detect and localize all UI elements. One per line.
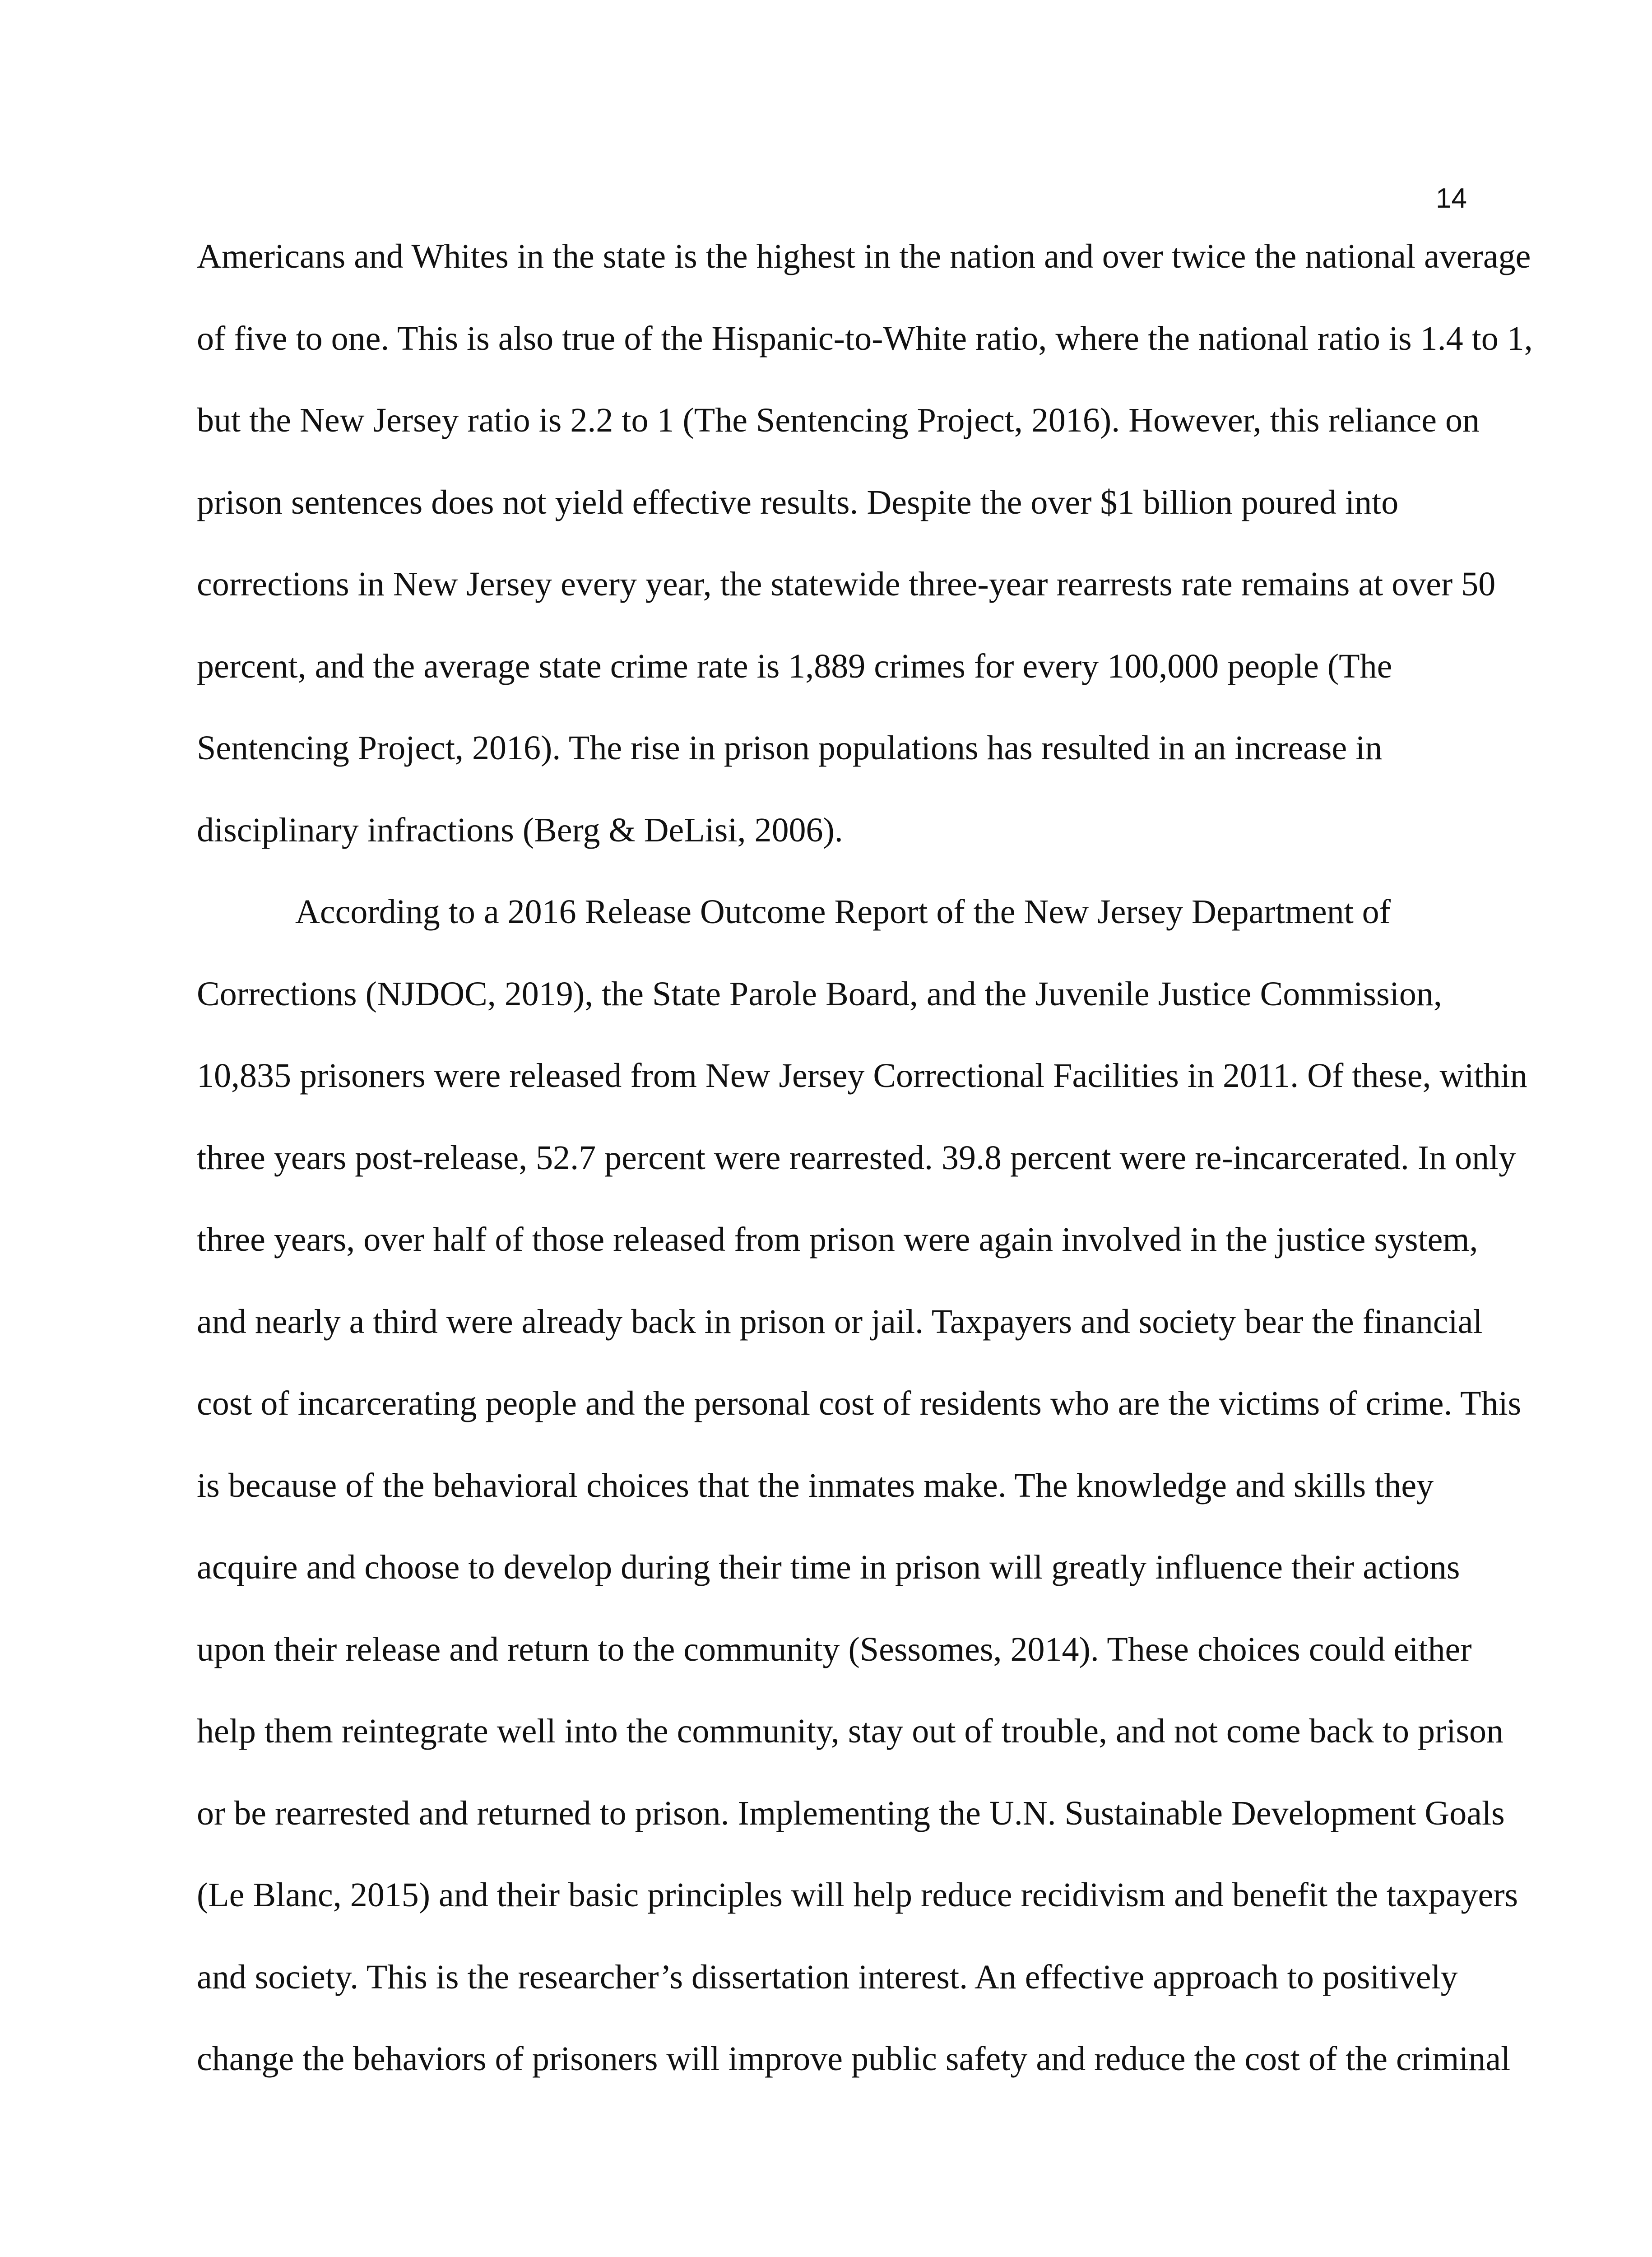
- text-line: percent, and the average state crime rate is 1,889 crimes for every 100,000 people (The: [197, 647, 1392, 685]
- text-line: acquire and choose to develop during their time in prison will greatly influence their actions: [197, 1548, 1460, 1586]
- text-line: of five to one. This is also true of the Hispanic-to-White ratio, where the national ratio is 1.4 to 1,: [197, 319, 1533, 358]
- text-line: and nearly a third were already back in prison or jail. Taxpayers and society bear the financial: [197, 1302, 1483, 1341]
- text-line: three years, over half of those released from prison were again involved in the justice system,: [197, 1221, 1478, 1259]
- text-line: is because of the behavioral choices that the inmates make. The knowledge and skills they: [197, 1466, 1434, 1505]
- text-line: change the behaviors of prisoners will improve public safety and reduce the cost of the criminal: [197, 2040, 1511, 2078]
- text-line: 10,835 prisoners were released from New Jersey Correctional Facilities in 2011. Of these, within: [197, 1057, 1527, 1095]
- text-line: Corrections (NJDOC, 2019), the State Parole Board, and the Juvenile Justice Commission,: [197, 975, 1442, 1013]
- text-line: corrections in New Jersey every year, the statewide three-year rearrests rate remains at over 50: [197, 565, 1496, 603]
- paragraph-first-line: According to a 2016 Release Outcome Report of the New Jersey Department of: [295, 893, 1391, 931]
- page-number: 14: [1436, 183, 1467, 214]
- text-line: help them reintegrate well into the community, stay out of trouble, and not come back to prison: [197, 1712, 1504, 1750]
- text-line: Sentencing Project, 2016). The rise in prison populations has resulted in an increase in: [197, 729, 1383, 767]
- text-line: prison sentences does not yield effective results. Despite the over $1 billion poured into: [197, 483, 1399, 521]
- text-line: Americans and Whites in the state is the highest in the nation and over twice the national average: [197, 237, 1531, 275]
- text-line: and society. This is the researcher’s dissertation interest. An effective approach to positively: [197, 1958, 1458, 1996]
- text-line: or be rearrested and returned to prison. Implementing the U.N. Sustainable Development Goals: [197, 1794, 1505, 1832]
- text-line: (Le Blanc, 2015) and their basic principles will help reduce recidivism and benefit the taxpayers: [197, 1876, 1518, 1914]
- text-line: cost of incarcerating people and the personal cost of residents who are the victims of crime. This: [197, 1384, 1522, 1422]
- text-line: disciplinary infractions (Berg & DeLisi, 2006).: [197, 811, 843, 849]
- text-line: but the New Jersey ratio is 2.2 to 1 (The Sentencing Project, 2016). However, this reliance on: [197, 401, 1480, 439]
- text-line: upon their release and return to the community (Sessomes, 2014). These choices could either: [197, 1630, 1472, 1668]
- body-text: [197, 216, 1533, 2100]
- text-line: three years post-release, 52.7 percent were rearrested. 39.8 percent were re-incarcerated. In only: [197, 1138, 1516, 1177]
